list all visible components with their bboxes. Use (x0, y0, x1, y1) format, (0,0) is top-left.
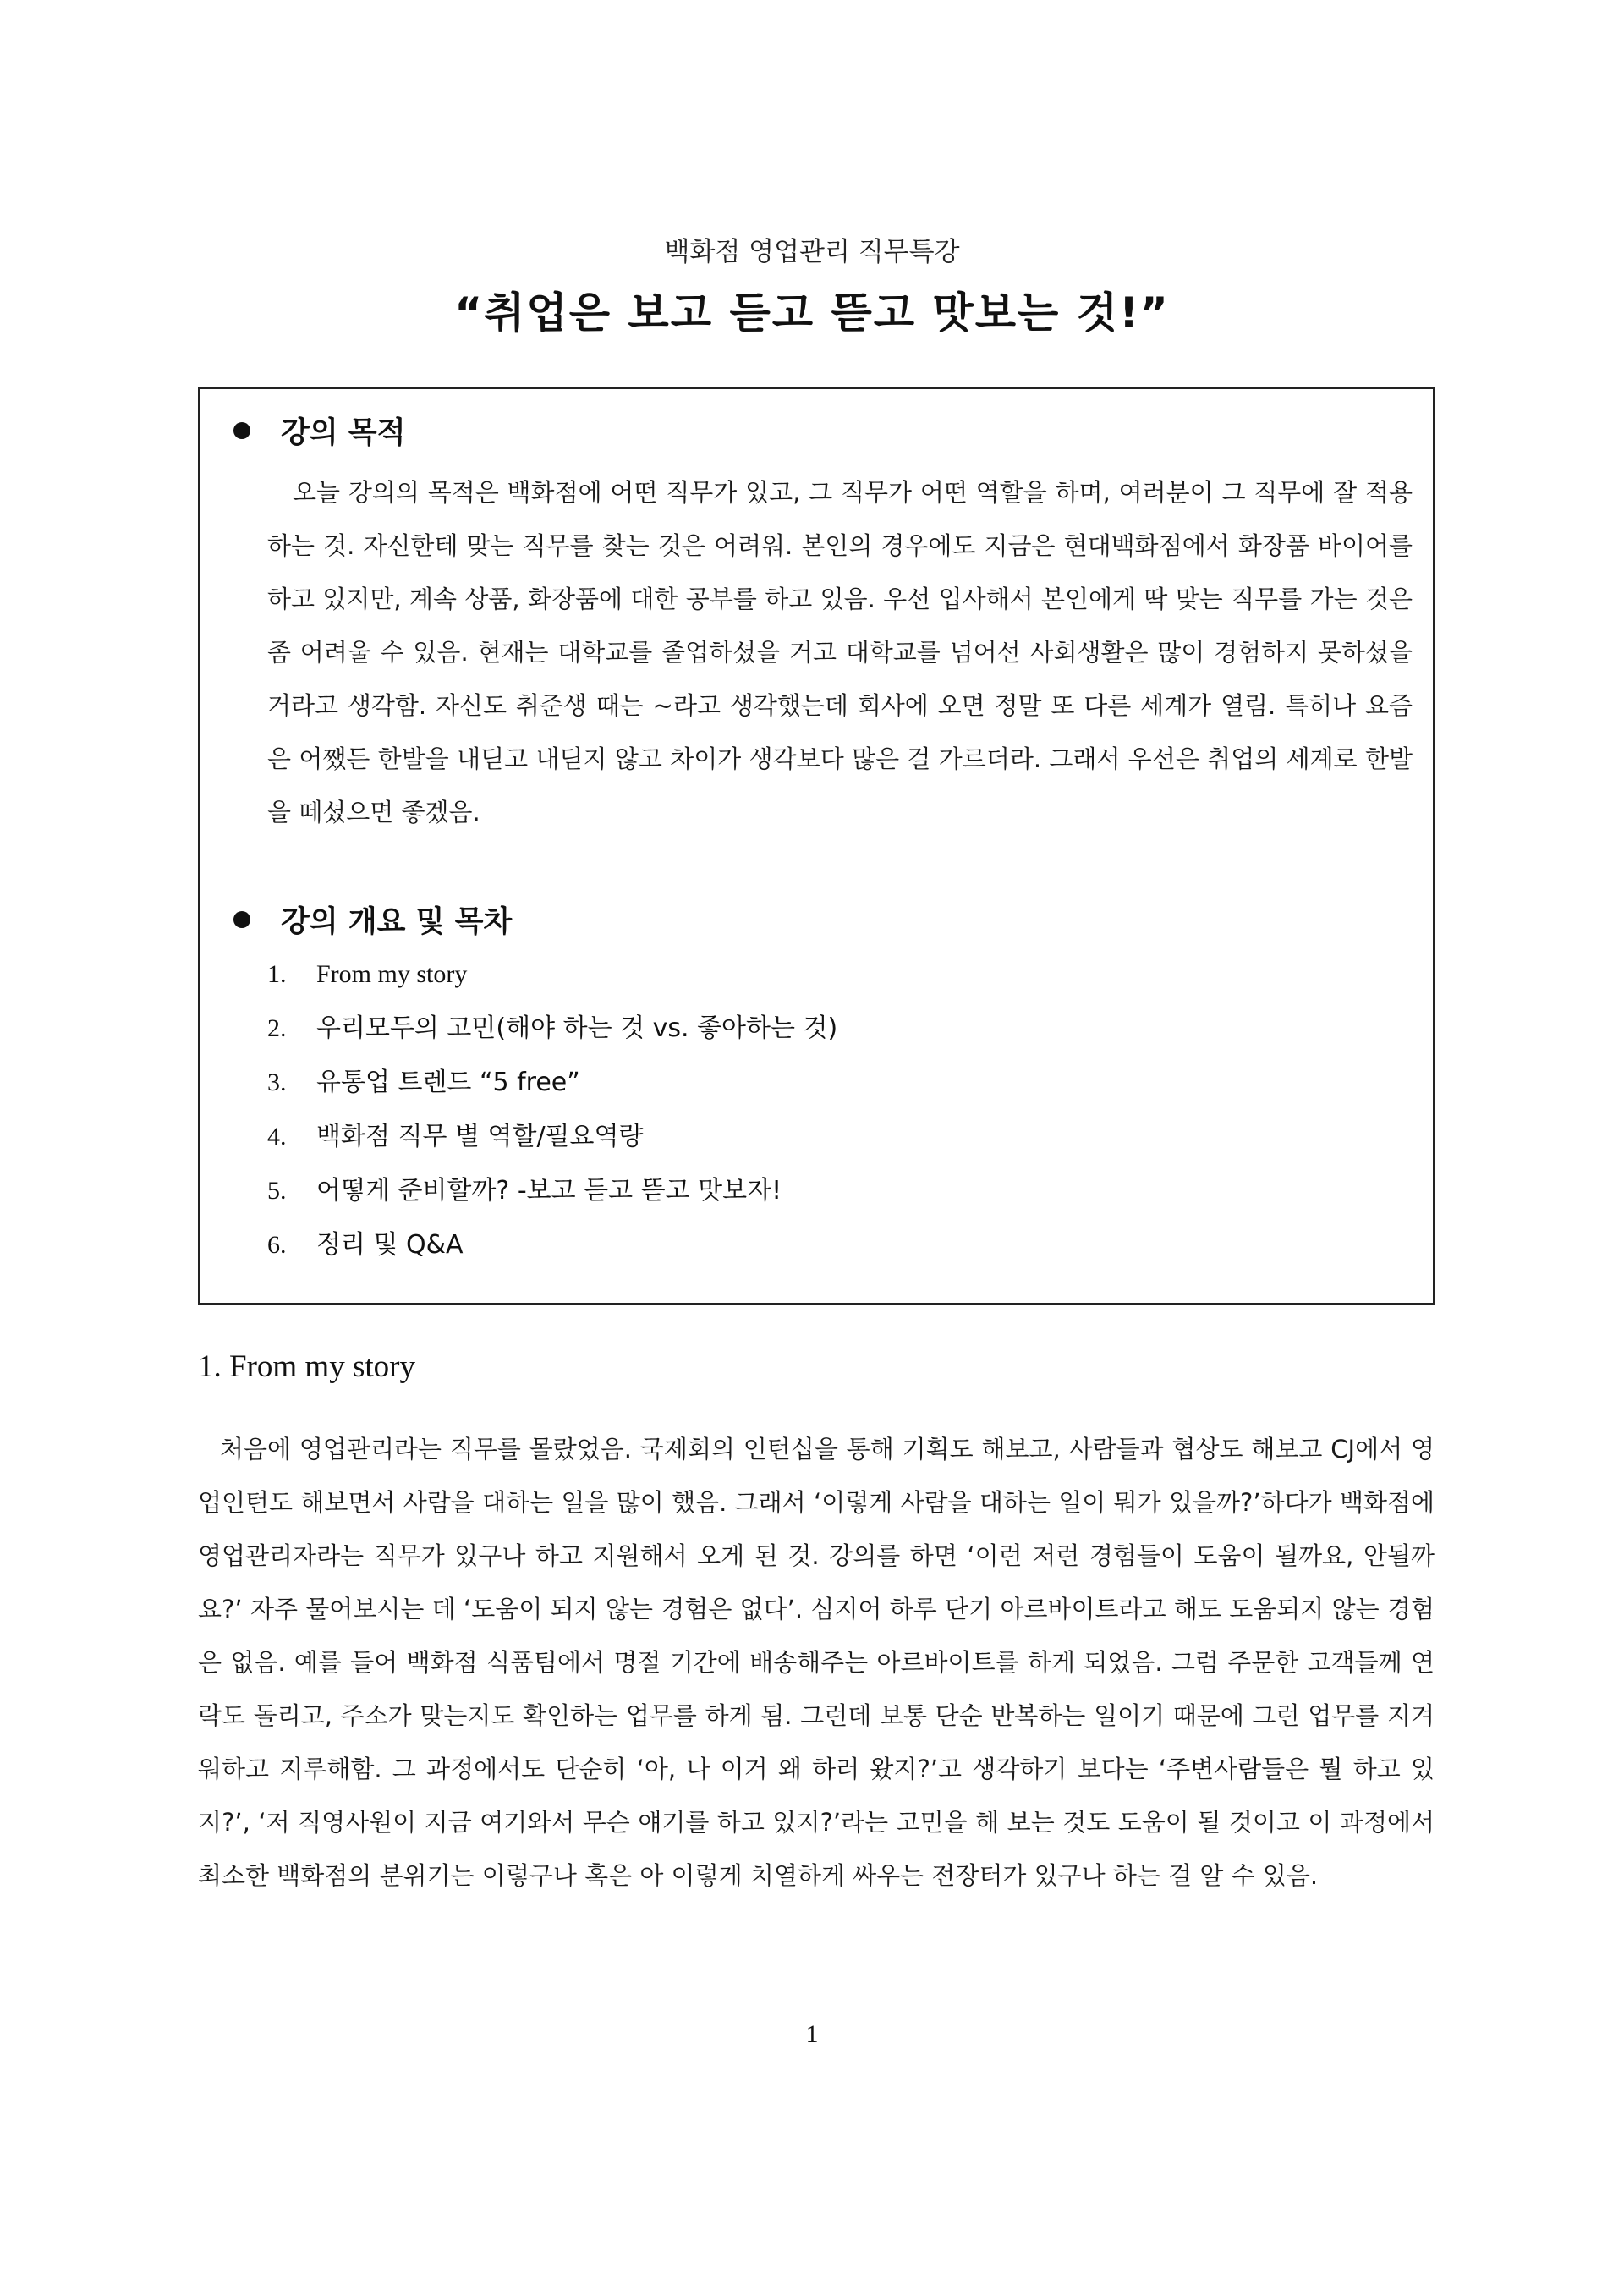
list-item-number: 4. (267, 1123, 287, 1151)
page-number: 1 (805, 2020, 819, 2048)
list-item (267, 1110, 837, 1164)
lecture-summary-box (198, 387, 1435, 1305)
purpose-paragraph: 오늘 강의의 목적은 백화점에 어떤 직무가 있고, 그 직무가 어떤 역할을 하며, 여러분이 그 직무에 잘 적용하는 것. 자신한테 맞는 직무를 찾는 것은 어려워. 본인의 경우에도 지금은 현대백화점에서 화장품 바이어를 하고 있지만, 계속 상품, 화장품에 대한 공부를 하고 있음. 우선 입사해서 본인에게 딱 맞는 직무를 가는 것은 좀 어려울 수 있음. 현재는 대학교를 졸업하셨을 거고 대학교를 넘어선 사회생활은 많이 경험하지 못하셨을 거라고 생각함. 자신도 취준생 때는 ~라고 생각했는데 회사에 오면 정말 또 다른 세계가 열림. 특히나 요즘은 어쨌든 한발을 내딛고 내딛지 않고 차이가 생각보다 많은 걸 가르더라. 그래서 우선은 취업의 세계로 한발을 떼셨으면 좋겠음. (267, 478, 1413, 827)
list-item-number: 6. (267, 1231, 287, 1259)
outline-list (267, 948, 837, 1272)
list-item (267, 1164, 837, 1218)
list-item-label: 정리 및 Q&A (316, 1230, 464, 1260)
document-subtitle: 백화점 영업관리 직무특강 (664, 237, 960, 267)
list-item-label: 어떻게 준비할까? -보고 듣고 뜯고 맛보자! (316, 1176, 782, 1206)
outline-heading-text: 강의 개요 및 목차 (281, 905, 513, 939)
outline-heading (217, 898, 512, 941)
section-1-paragraph: 처음에 영업관리라는 직무를 몰랐었음. 국제회의 인턴십을 통해 기획도 해보고, 사람들과 협상도 해보고 CJ에서 영업인턴도 해보면서 사람을 대하는 일을 많이 했음. 그래서 ‘이렇게 사람을 대하는 일이 뭐가 있을까?’하다가 백화점에 영업관리자라는 직무가 있구나 하고 지원해서 오게 된 것. 강의를 하면 ‘이런 저런 경험들이 도움이 될까요, 안될까요?’ 자주 물어보시는 데 ‘도움이 되지 않는 경험은 없다’. 심지어 하루 단기 아르바이트라고 해도 도움되지 않는 경험은 없음. 예를 들어 백화점 식품팀에서 명절 기간에 배송해주는 아르바이트를 하게 되었음. 그럼 주문한 고객들께 연락도 돌리고, 주소가 맞는지도 확인하는 업무를 하게 됨. 그런데 보통 단순 반복하는 일이기 때문에 그런 업무를 지겨워하고 지루해함. 그 과정에서도 단순히 ‘아, 나 이거 왜 하러 왔지?’고 생각하기 보다는 ‘주변사람들은 뭘 하고 있지?’, ‘저 직영사원이 지금 여기와서 무슨 얘기를 하고 있지?’라는 고민을 해 보는 것도 도움이 될 것이고 이 과정에서 최소한 백화점의 분위기는 이렇구나 혹은 아 이렇게 치열하게 싸우는 전장터가 있구나 하는 걸 알 수 있음. (198, 1435, 1435, 1890)
list-item-label: 우리모두의 고민(해야 하는 것 vs. 좋아하는 것) (316, 1013, 838, 1043)
list-item-number: 3. (267, 1068, 287, 1096)
list-item (267, 1056, 837, 1110)
list-item-number: 5. (267, 1177, 287, 1205)
list-item-label: 백화점 직무 별 역할/필요역량 (316, 1122, 644, 1151)
list-item (267, 1002, 837, 1056)
list-item (267, 1218, 837, 1272)
list-item-number: 1. (267, 960, 287, 988)
purpose-heading-text: 강의 목적 (281, 416, 406, 450)
list-item-number: 2. (267, 1014, 287, 1042)
section-1-heading: 1. From my story (198, 1349, 415, 1384)
bullet-icon (233, 911, 250, 928)
purpose-heading (217, 409, 405, 452)
list-item-label: 유통업 트렌드 “5 free” (316, 1068, 580, 1097)
list-item-label: From my story (316, 960, 468, 988)
bullet-icon (233, 422, 250, 439)
list-item (267, 948, 837, 1002)
document-title: “취업은 보고 듣고 뜯고 맛보는 것!” (454, 288, 1170, 338)
